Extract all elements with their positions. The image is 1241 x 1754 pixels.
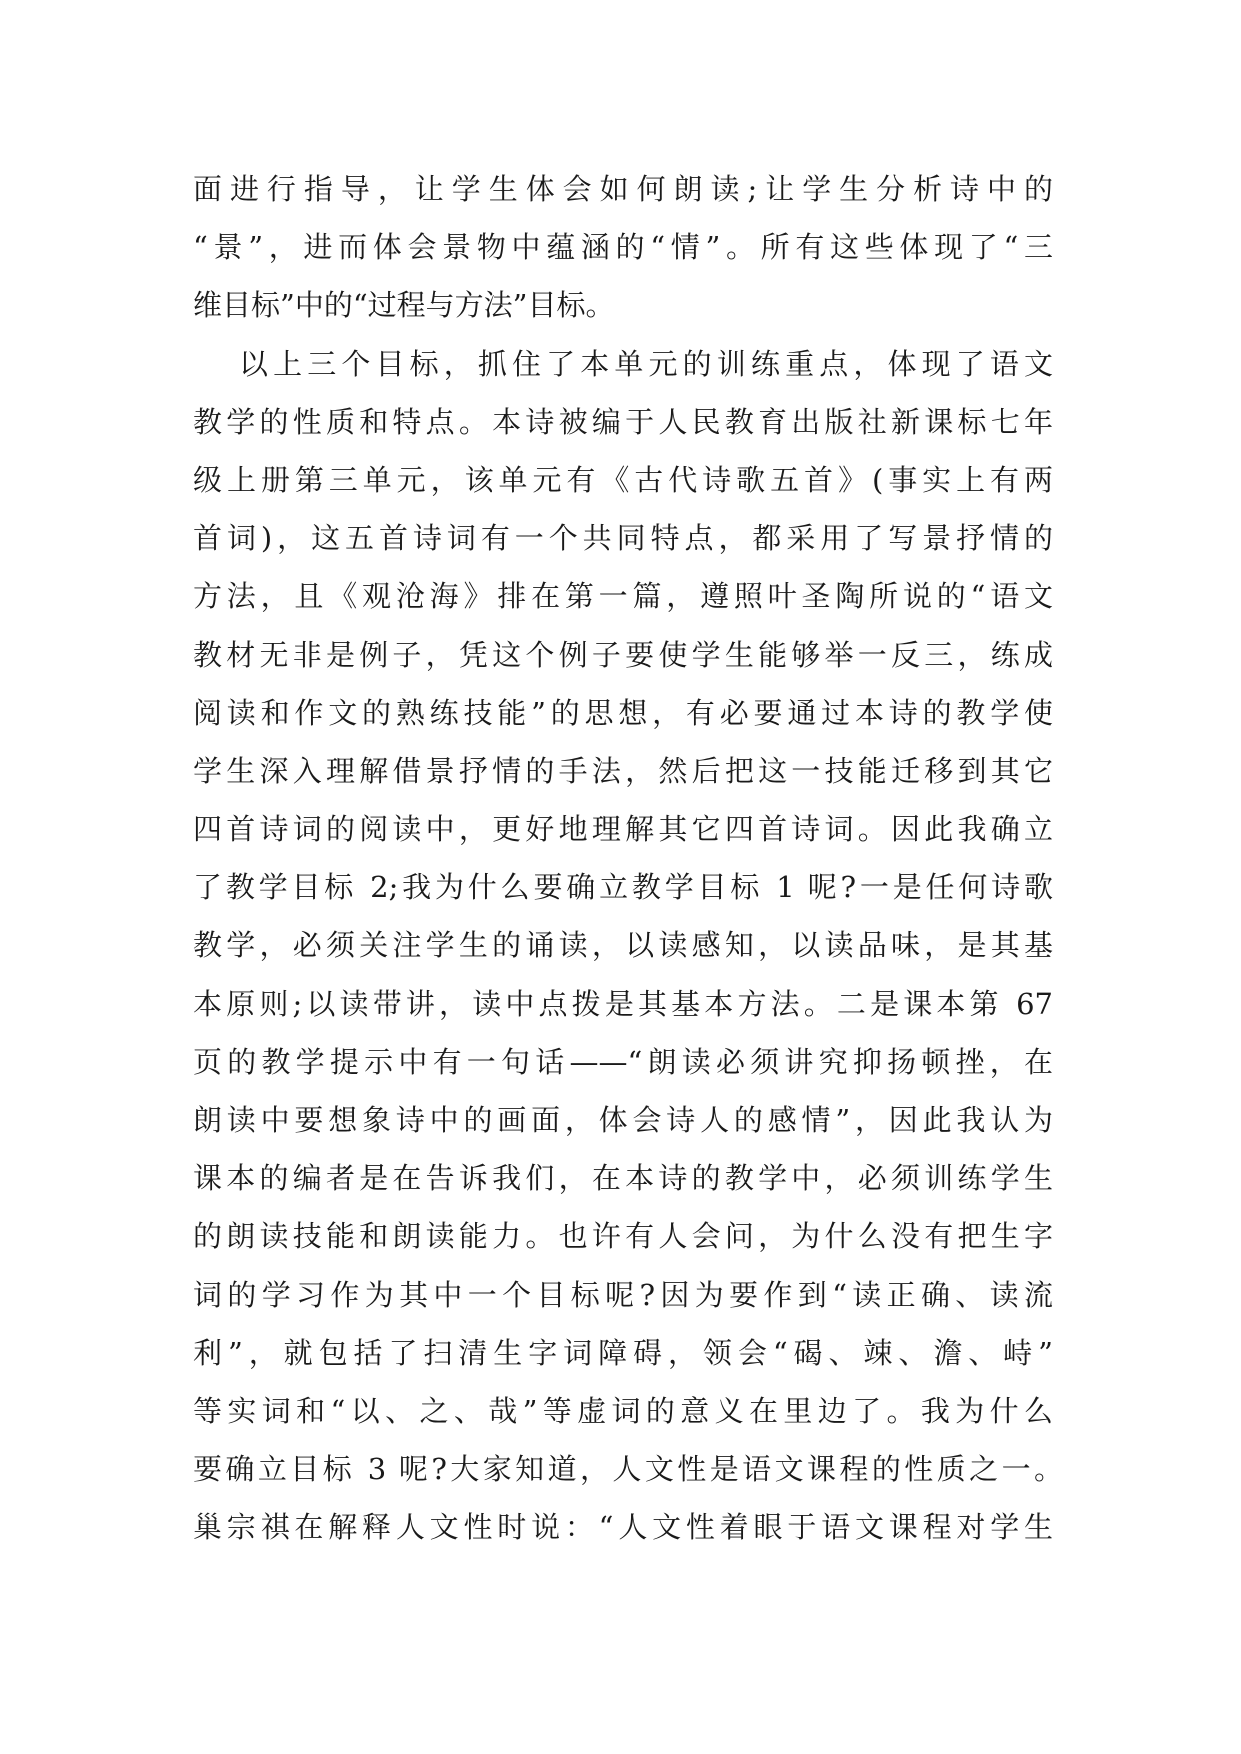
text-line: 级上册第三单元，该单元有《古代诗歌五首》(事实上有两 <box>193 462 1053 497</box>
text-line: 教学的性质和特点。本诗被编于人民教育出版社新课标七年 <box>193 404 1053 439</box>
text-line: 教材无非是例子，凭这个例子要使学生能够举一反三，练成 <box>193 637 1053 672</box>
text-line: 维目标”中的“过程与方法”目标。 <box>193 288 615 323</box>
text-line: 等实词和“以、之、哉”等虚词的意义在里边了。我为什么 <box>193 1393 1053 1428</box>
text-line: 要确立目标 3 呢?大家知道，人文性是语文课程的性质之一。 <box>193 1452 1063 1487</box>
text-line: 巢宗祺在解释人文性时说：“人文性着眼于语文课程对学生 <box>193 1510 1053 1545</box>
text-line: 教学，必须关注学生的诵读，以读感知，以读品味，是其基 <box>193 928 1053 963</box>
text-line: 利”，就包括了扫清生字词障碍，领会“碣、竦、澹、峙” <box>193 1335 1053 1370</box>
text-line: 的朗读技能和朗读能力。也许有人会问，为什么没有把生字 <box>193 1219 1053 1254</box>
text-line: 了教学目标 2;我为什么要确立教学目标 1 呢?一是任何诗歌 <box>193 870 1053 905</box>
text-line: 学生深入理解借景抒情的手法，然后把这一技能迁移到其它 <box>193 753 1053 788</box>
text-line: 阅读和作文的熟练技能”的思想，有必要通过本诗的教学使 <box>193 695 1053 730</box>
text-line: 页的教学提示中有一句话——“朗读必须讲究抑扬顿挫，在 <box>193 1044 1053 1079</box>
text-line: 方法，且《观沧海》排在第一篇，遵照叶圣陶所说的“语文 <box>193 579 1053 614</box>
text-line: 课本的编者是在告诉我们，在本诗的教学中，必须训练学生 <box>193 1161 1053 1196</box>
text-line: 词的学习作为其中一个目标呢?因为要作到“读正确、读流 <box>193 1277 1053 1312</box>
text-line: 面进行指导，让学生体会如何朗读;让学生分析诗中的 <box>193 172 1053 206</box>
text-line: “景”，进而体会景物中蕴涵的“情”。所有这些体现了“三 <box>193 230 1053 265</box>
text-line: 朗读中要想象诗中的画面，体会诗人的感情”，因此我认为 <box>193 1103 1053 1137</box>
text-line: 本原则;以读带讲，读中点拨是其基本方法。二是课本第 67 <box>193 986 1053 1021</box>
text-line: 四首诗词的阅读中，更好地理解其它四首诗词。因此我确立 <box>193 812 1053 847</box>
paragraph-first-line: 以上三个目标，抓住了本单元的训练重点，体现了语文 <box>239 346 1053 381</box>
text-line: 首词)，这五首诗词有一个共同特点，都采用了写景抒情的 <box>193 521 1053 556</box>
body-text <box>193 160 1063 1557</box>
